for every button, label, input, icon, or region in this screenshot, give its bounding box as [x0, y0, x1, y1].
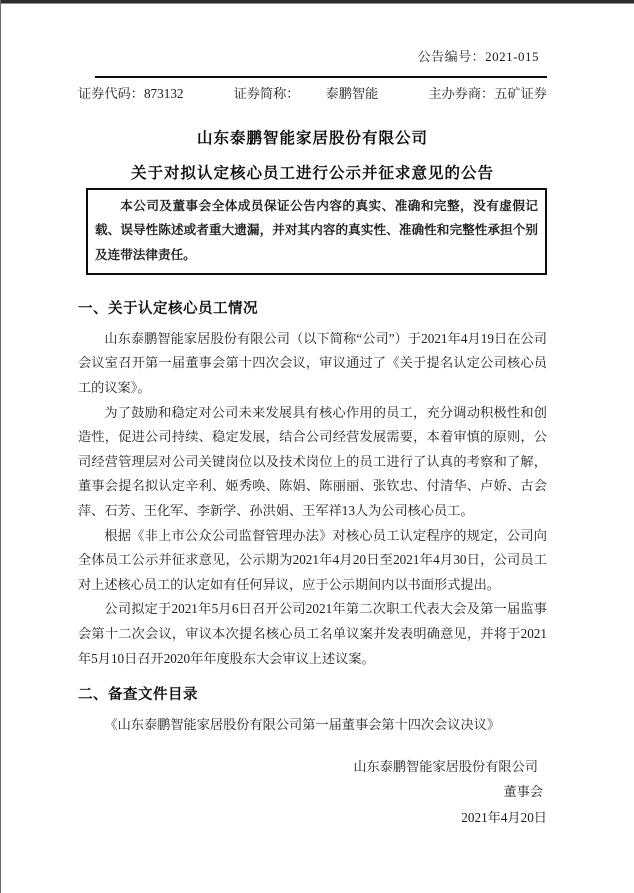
company-name-title: 山东泰鹏智能家居股份有限公司 — [196, 130, 428, 147]
section-2-heading: 二、备查文件目录 — [78, 687, 198, 704]
signature-date: 2021年4月20日 — [461, 809, 547, 825]
section-1-paragraph-2: 为了鼓励和稳定对公司未来发展具有核心作用的员工，充分调动积极性和创造性，促进公司持续、稳定发展，结合公司经营发展需要，本着审慎的原则，公司经营管理层对公司关键岗位以及技术岗位上的员工进行了认真的考察和了解，董事会提名拟认定辛利、姬秀唤、陈娟、陈丽丽、张钦忠、付清华、卢娇、古会萍、石芳、王化军、李新学、孙洪娟、王军祥13人为公司核心员工。 — [78, 404, 547, 519]
signature-block — [78, 754, 547, 831]
section-1-paragraph-1: 山东泰鹏智能家居股份有限公司（以下简称“公司”）于2021年4月19日在公司会议室召开第一届董事会第十四次会议，审议通过了《关于提名认定公司核心员工的议案》。 — [78, 330, 547, 396]
header-divider-line — [95, 76, 547, 78]
sponsor-broker — [428, 83, 547, 102]
sponsor-broker-label: 主办券商： — [428, 86, 495, 101]
announcement-number-label: 公告编号： — [417, 49, 486, 64]
security-short-name-value: 泰鹏智能 — [325, 86, 379, 101]
security-short-name-label: 证券简称： — [233, 86, 300, 101]
announcement-number-value: 2021-015 — [485, 49, 539, 64]
section-1-paragraph-4: 公司拟定于2021年5月6日召开公司2021年第二次职工代表大会及第一届监事会第十二次会议，审议本次提名核心员工名单议案并发表明确意见，并将于2021年5月10日召开2020年年度股东大会审议上述议案。 — [78, 601, 547, 666]
disclaimer-box — [86, 188, 547, 275]
signature-company: 山东泰鹏智能家居股份有限公司 — [353, 758, 538, 774]
signature-issuer: 董事会 — [503, 784, 543, 800]
reference-document-item: 《山东泰鹏智能家居股份有限公司第一届董事会第十四次会议决议》 — [104, 717, 501, 733]
sponsor-broker-value: 五矿证券 — [494, 86, 547, 101]
security-short-name — [234, 83, 379, 102]
security-code — [78, 83, 184, 102]
security-code-label: 证券代码： — [78, 86, 144, 101]
security-code-value: 873132 — [143, 86, 184, 101]
section-1-paragraph-3: 根据《非上市公众公司监督管理办法》对核心员工认定程序的规定，公司向全体员工公示并征求意见，公示期为2021年4月20日至2021年4月30日，公司员工对上述核心员工的认定如有任何异议，应于公示期间内以书面形式提出。 — [78, 527, 547, 592]
scan-edge-left — [0, 0, 1, 893]
disclaimer-text: 本公司及董事会全体成员保证公告内容的真实、准确和完整，没有虚假记载、误导性陈述或者重大遗漏，并对其内容的真实性、准确性和完整性承担个别及连带法律责任。 — [95, 199, 538, 262]
securities-info-bar — [78, 83, 547, 102]
announcement-number — [78, 46, 547, 65]
announcement-title: 关于对拟认定核心员工进行公示并征求意见的公告 — [130, 165, 494, 182]
announcement-document — [78, 0, 547, 830]
section-1-heading: 一、关于认定核心员工情况 — [78, 300, 258, 317]
